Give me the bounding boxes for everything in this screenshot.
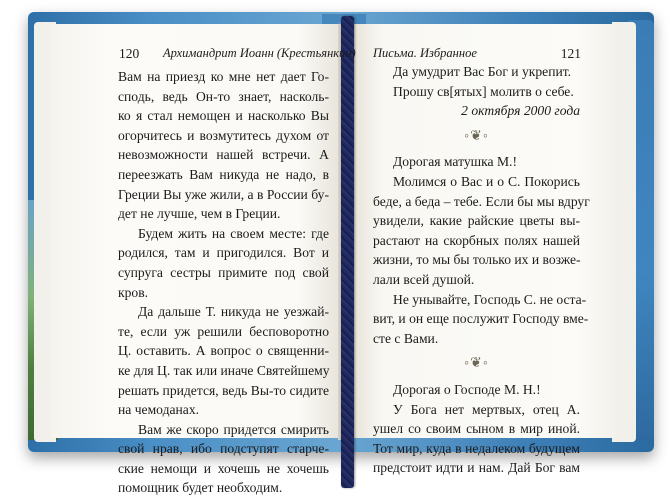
text-line: беде, а беда – тебе. Если бы мы вдруг [373, 193, 590, 209]
bookmark-ribbon [341, 16, 354, 488]
ornament-divider: ◦❦◦ [464, 128, 489, 144]
left-page-text [118, 67, 329, 498]
text-line: Тот мир, куда в недалеком будущем [373, 440, 580, 456]
left-page-number: 120 [119, 46, 140, 61]
text-line: ке для Ц. так или иначе Святейшему [118, 362, 330, 378]
text-line: решать придется, ведь Вы-то сидите [118, 382, 329, 398]
text-line: дет не лучше, чем в Греции. [118, 206, 281, 222]
text-line: Прошу св[ятых] молитв о себе. [393, 83, 574, 99]
text-line: свой нрав, ибо подступят старче- [118, 441, 329, 457]
text-line: вит, и он еще послужит Господу вме- [373, 311, 589, 327]
text-line: родился, там и пригодился. Вот и [118, 245, 329, 261]
text-line: супруга сестры примите под свой [118, 264, 329, 280]
text-line: ко я стал немощен и насколько Вы [118, 108, 329, 124]
text-line: сте с Вами. [373, 330, 439, 346]
text-line: растают на скорбных полях нашей [373, 232, 580, 248]
text-line: Ц. оставить. А вопрос о священни- [118, 343, 329, 359]
text-line: Вам же скоро придется смирить [138, 421, 329, 437]
text-line: невозможности нашей встречи. А [118, 147, 329, 163]
text-line: Да умудрит Вас Бог и укрепит. [393, 64, 572, 79]
text-line: переезжать Вам никуда не надо, в [118, 166, 329, 182]
left-running-title: Архимандрит Иоанн (Крестьянкин) [163, 46, 356, 60]
text-line: Не унывайте, Господь С. не оста- [393, 291, 587, 307]
text-line: лали всей душой. [373, 271, 475, 287]
ornament-divider: ◦❦◦ [464, 356, 489, 372]
letter-greeting: Дорогая матушка М.! [393, 154, 517, 170]
letter-date: 2 октября 2000 года [461, 103, 580, 119]
text-line: ушел со своим сыном в мир иной. [373, 421, 580, 437]
text-line: Будем жить на своем месте: где [138, 225, 329, 241]
text-line: помощник будет необходим. [118, 480, 283, 496]
right-page-number: 121 [560, 46, 581, 61]
right-page-text [373, 62, 590, 478]
right-running-title: Письма. Избранное [373, 46, 477, 60]
text-line: на чемоданах. [118, 402, 200, 418]
text-line: Молимся о Вас и о С. Покорись [393, 173, 580, 189]
text-line: жизни, то мы бы только их и возже- [373, 252, 581, 268]
text-line: Греции Вы уже жили, а в России бу- [118, 186, 329, 202]
text-line: Да дальше Т. никуда не уезжай- [138, 304, 329, 320]
text-line: ские немощи и хочешь не хочешь [118, 460, 329, 476]
text-line: увидели, какие райские цветы вы- [373, 213, 580, 229]
text-line: сподь, ведь Он-то знает, насколь- [118, 88, 329, 104]
text-line: У Бога нет мертвых, отец А. [393, 401, 580, 417]
text-line: предстоит идти и нам. Дай Бог вам [373, 460, 580, 476]
text-line: Вам на приезд ко мне нет дает Го- [118, 69, 329, 84]
text-line: кров. [118, 284, 149, 300]
text-line: те, если уж решили бесповоротно [118, 323, 329, 339]
letter-greeting: Дорогая о Господе М. Н.! [393, 381, 541, 397]
text-line: огорчитесь и возмутитесь духом от [118, 127, 329, 143]
